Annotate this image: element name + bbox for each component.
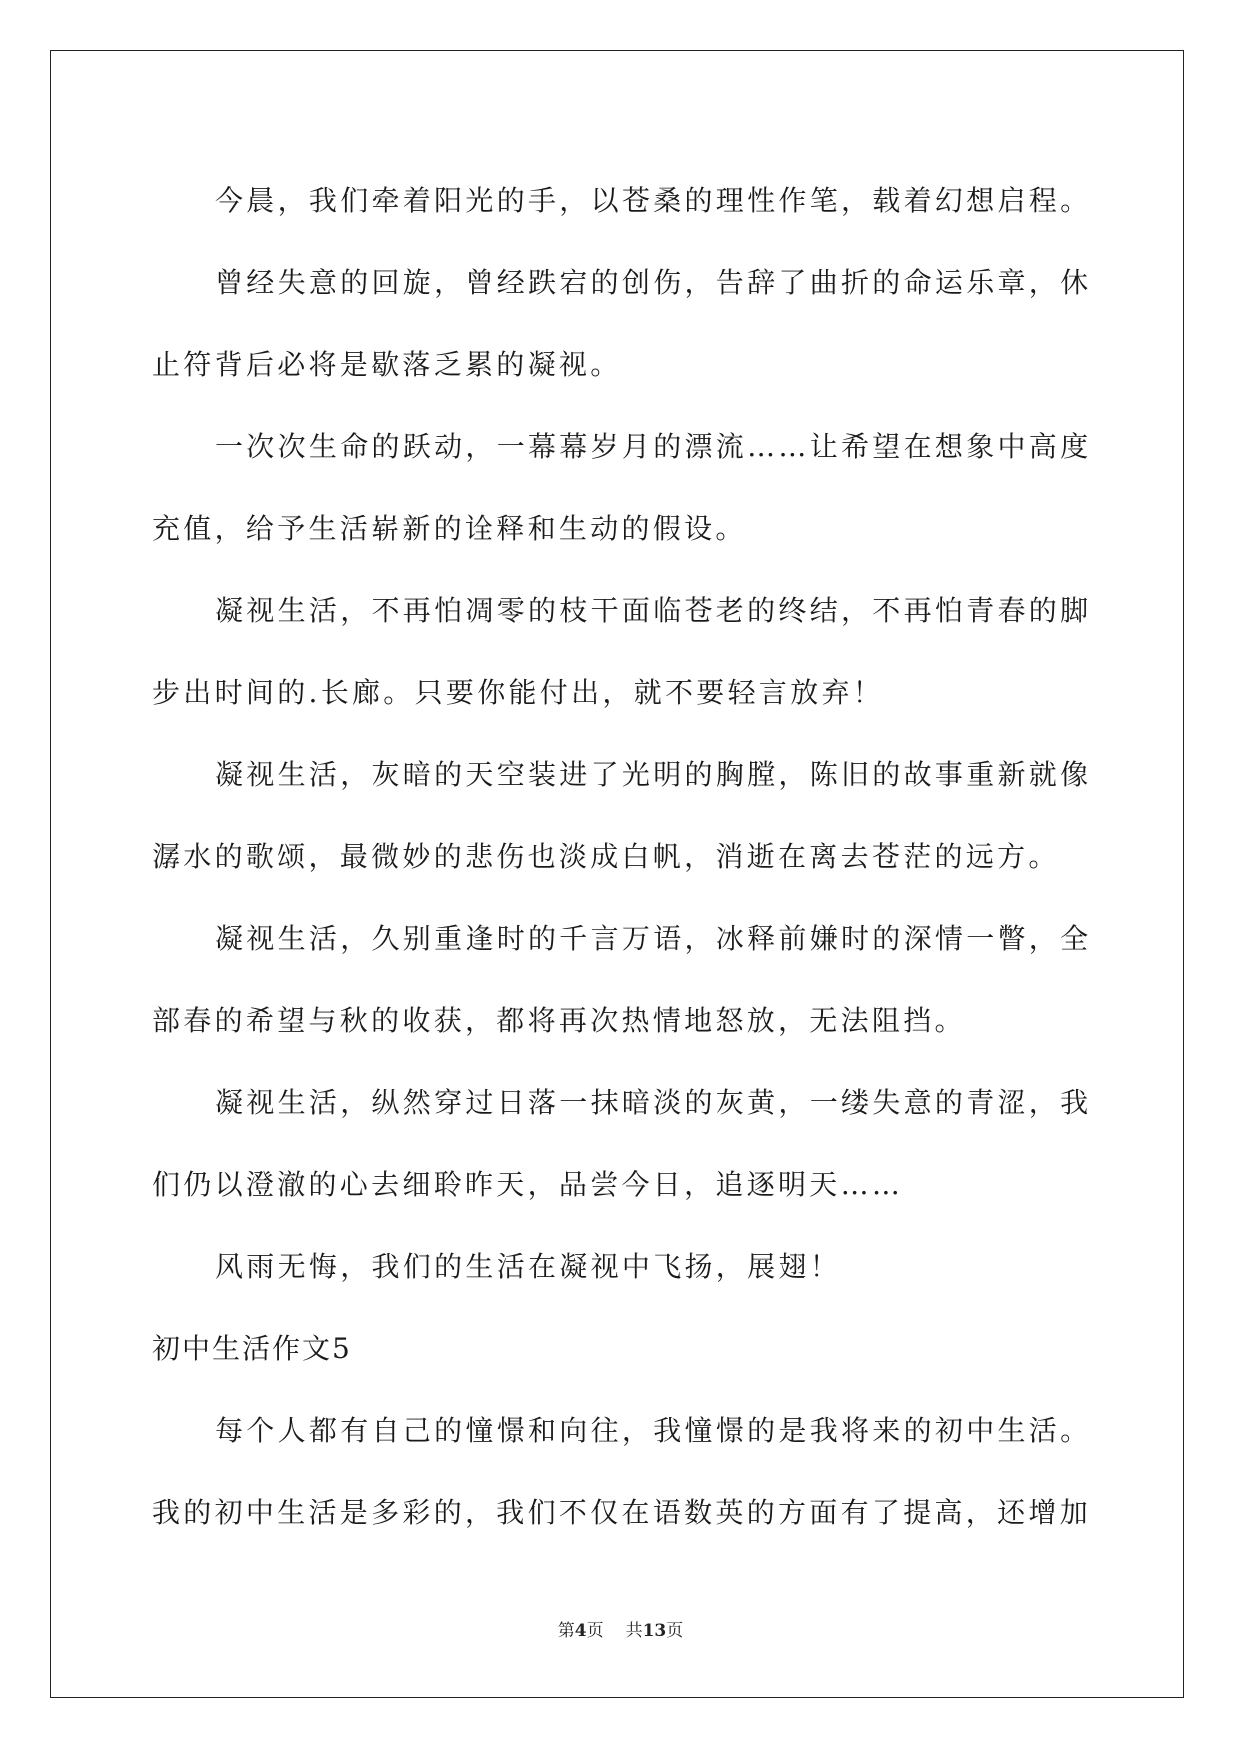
paragraph-line: 今晨，我们牵着阳光的手，以苍桑的理性作笔，载着幻想启程。 — [215, 184, 1092, 217]
page-footer — [0, 1616, 1241, 1641]
paragraph-line: 曾经失意的回旋，曾经跌宕的创伤，告辞了曲折的命运乐章，休 — [215, 266, 1092, 299]
paragraph-line: 充值，给予生活崭新的诠释和生动的假设。 — [152, 512, 747, 545]
page-suffix: 页 — [586, 1621, 604, 1641]
paragraph-line: 风雨无悔，我们的生活在凝视中飞扬，展翅！ — [215, 1250, 842, 1283]
paragraph-line: 凝视生活，不再怕凋零的枝干面临苍老的终结，不再怕青春的脚 — [215, 594, 1092, 627]
total-prefix: 共 — [625, 1621, 643, 1641]
paragraph-line: 凝视生活，久别重逢时的千言万语，冰释前嫌时的深情一瞥，全 — [215, 922, 1092, 955]
paragraph-line: 我的初中生活是多彩的，我们不仅在语数英的方面有了提高，还增加 — [152, 1496, 1092, 1529]
paragraph-line: 每个人都有自己的憧憬和向往，我憧憬的是我将来的初中生活。 — [215, 1414, 1092, 1447]
paragraph-line: 止符背后必将是歇落乏累的凝视。 — [152, 348, 622, 381]
paragraph-line: 凝视生活，灰暗的天空装进了光明的胸膛，陈旧的故事重新就像 — [215, 758, 1092, 791]
paragraph-line: 潺水的歌颂，最微妙的悲伤也淡成白帆，消逝在离去苍茫的远方。 — [152, 840, 1060, 873]
paragraph-line: 一次次生命的跃动，一幕幕岁月的漂流……让希望在想象中高度 — [215, 430, 1092, 463]
total-suffix: 页 — [666, 1621, 684, 1641]
section-heading: 初中生活作文5 — [152, 1332, 352, 1365]
total-pages: 13 — [642, 1621, 667, 1641]
document-body — [152, 160, 1092, 1554]
paragraph-line: 部春的希望与秋的收获，都将再次热情地怒放，无法阻挡。 — [152, 1004, 966, 1037]
page-number: 4 — [574, 1621, 587, 1641]
paragraph-line: 步出时间的.长廊。只要你能付出，就不要轻言放弃！ — [152, 676, 885, 709]
paragraph-line: 们仍以澄澈的心去细聆昨天，品尝今日，追逐明天…… — [152, 1168, 904, 1201]
page-prefix: 第 — [557, 1621, 575, 1641]
paragraph-line: 凝视生活，纵然穿过日落一抹暗淡的灰黄，一缕失意的青涩，我 — [215, 1086, 1092, 1119]
